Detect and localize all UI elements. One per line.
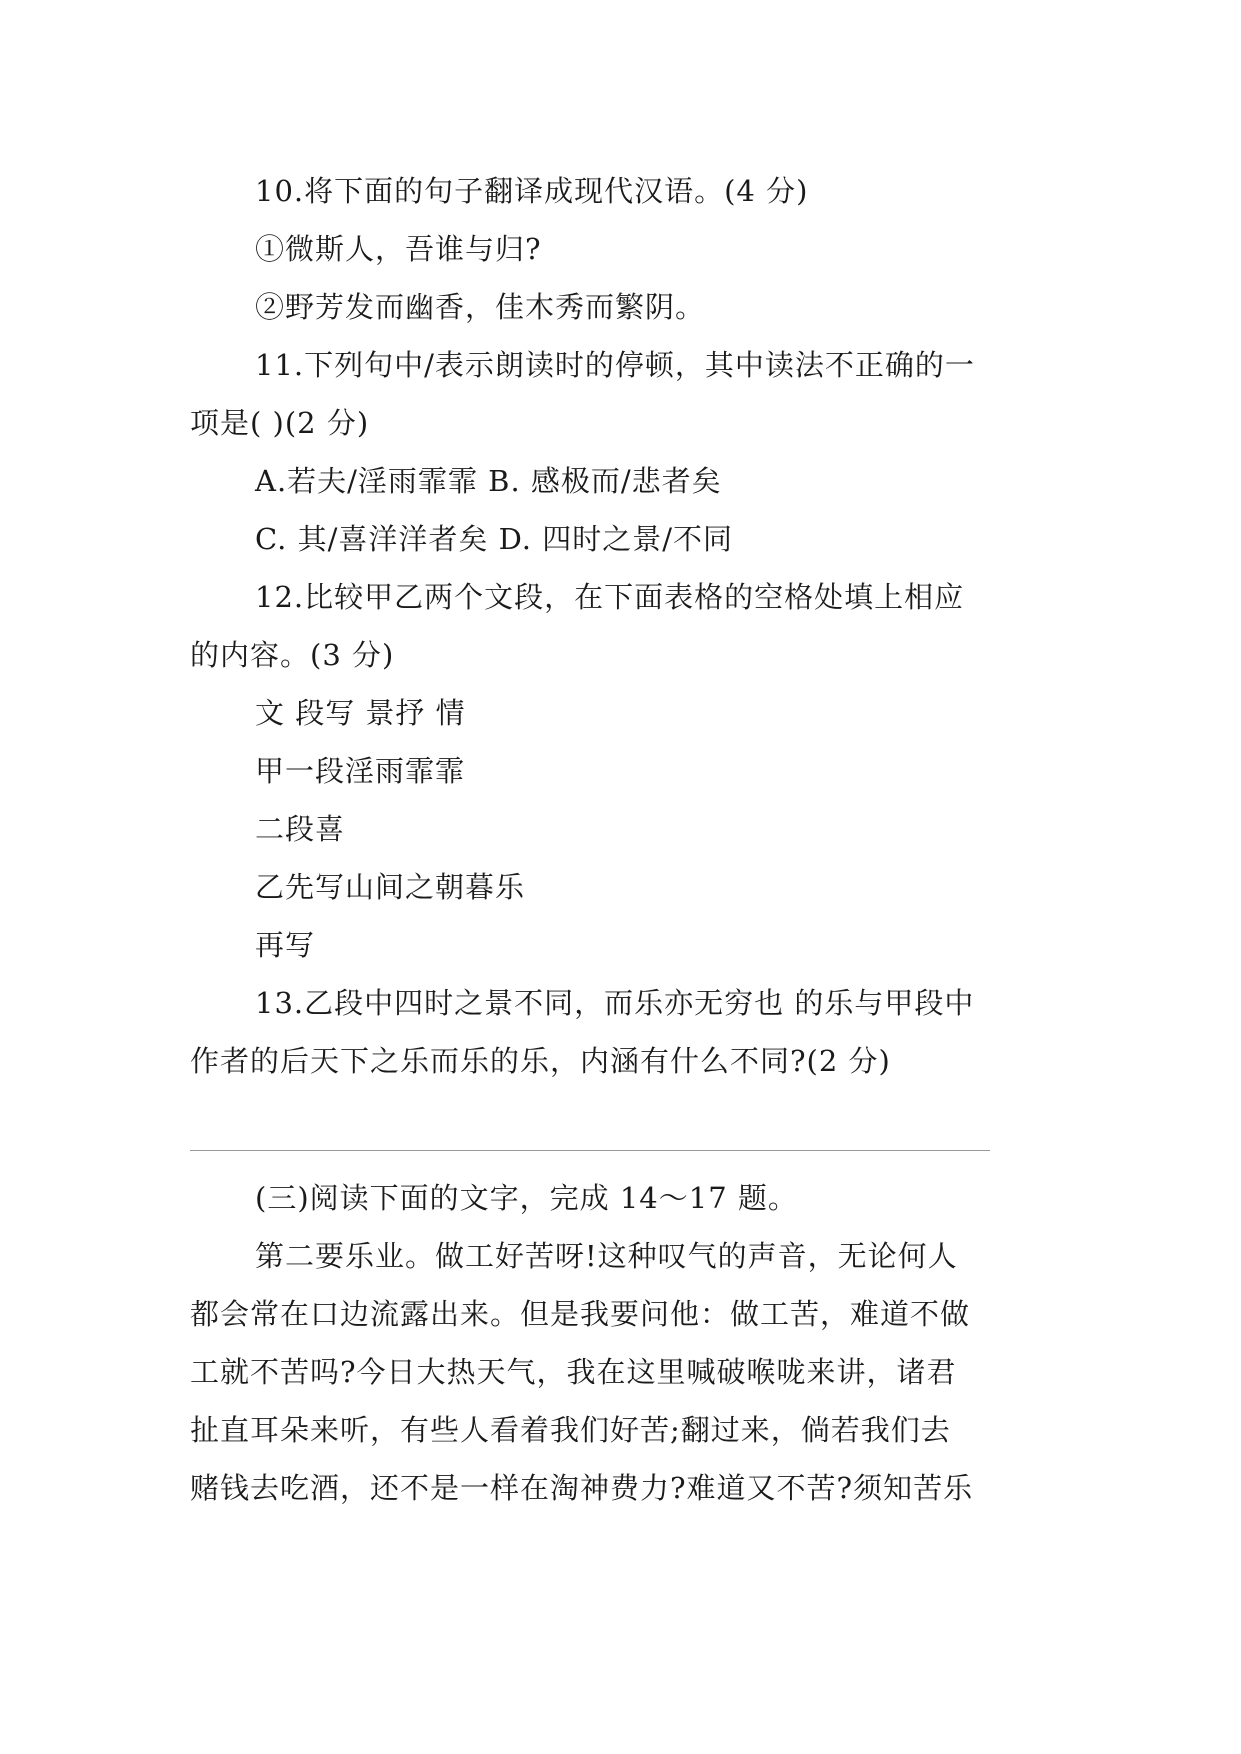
question-12-stem-line-1: 12.比较甲乙两个文段，在下面表格的空格处填上相应 (255, 580, 965, 614)
question-12-table-row: 甲一段淫雨霏霏 (255, 754, 466, 788)
question-12-table-row: 乙先写山间之朝暮乐 (255, 870, 526, 904)
question-11-options-line-2: C. 其/喜洋洋者矣 D. 四时之景/不同 (255, 522, 734, 556)
question-10-item-1: ①微斯人，吾谁与归? (255, 232, 542, 266)
question-12-table-row: 再写 (255, 928, 316, 962)
question-12-stem-line-2: 的内容。(3 分) (190, 638, 395, 672)
passage-line: 工就不苦吗?今日大热天气，我在这里喊破喉咙来讲，诸君 (190, 1355, 957, 1389)
document-body (190, 162, 1062, 1517)
question-12-table-row: 文 段写 景抒 情 (255, 696, 466, 730)
question-13-stem-line-1: 13.乙段中四时之景不同，而乐亦无穷也 的乐与甲段中 (255, 986, 975, 1020)
question-11-stem-line-2: 项是( )(2 分) (190, 406, 370, 440)
question-10-stem: 10.将下面的句子翻译成现代汉语。(4 分) (255, 174, 809, 208)
passage-line: 第二要乐业。做工好苦呀!这种叹气的声音，无论何人 (255, 1239, 958, 1273)
passage-line: 赌钱去吃酒，还不是一样在淘神费力?难道又不苦?须知苦乐 (190, 1471, 974, 1505)
question-11-stem-line-1: 11.下列句中/表示朗读时的停顿，其中读法不正确的一 (255, 348, 975, 382)
question-13-stem-line-2: 作者的后天下之乐而乐的乐，内涵有什么不同?(2 分) (190, 1044, 891, 1078)
passage-line: 扯直耳朵来听，有些人看着我们好苦;翻过来，倘若我们去 (190, 1413, 951, 1447)
question-11-options-line-1: A.若夫/淫雨霏霏 B. 感极而/悲者矣 (255, 464, 722, 498)
section-3-heading: (三)阅读下面的文字，完成 14～17 题。 (255, 1181, 798, 1215)
question-12-table-row: 二段喜 (255, 812, 346, 846)
question-10-item-2: ②野芳发而幽香，佳木秀而繁阴。 (255, 290, 706, 324)
section-divider (190, 1150, 990, 1151)
passage-line: 都会常在口边流露出来。但是我要问他：做工苦，难道不做 (190, 1297, 971, 1331)
